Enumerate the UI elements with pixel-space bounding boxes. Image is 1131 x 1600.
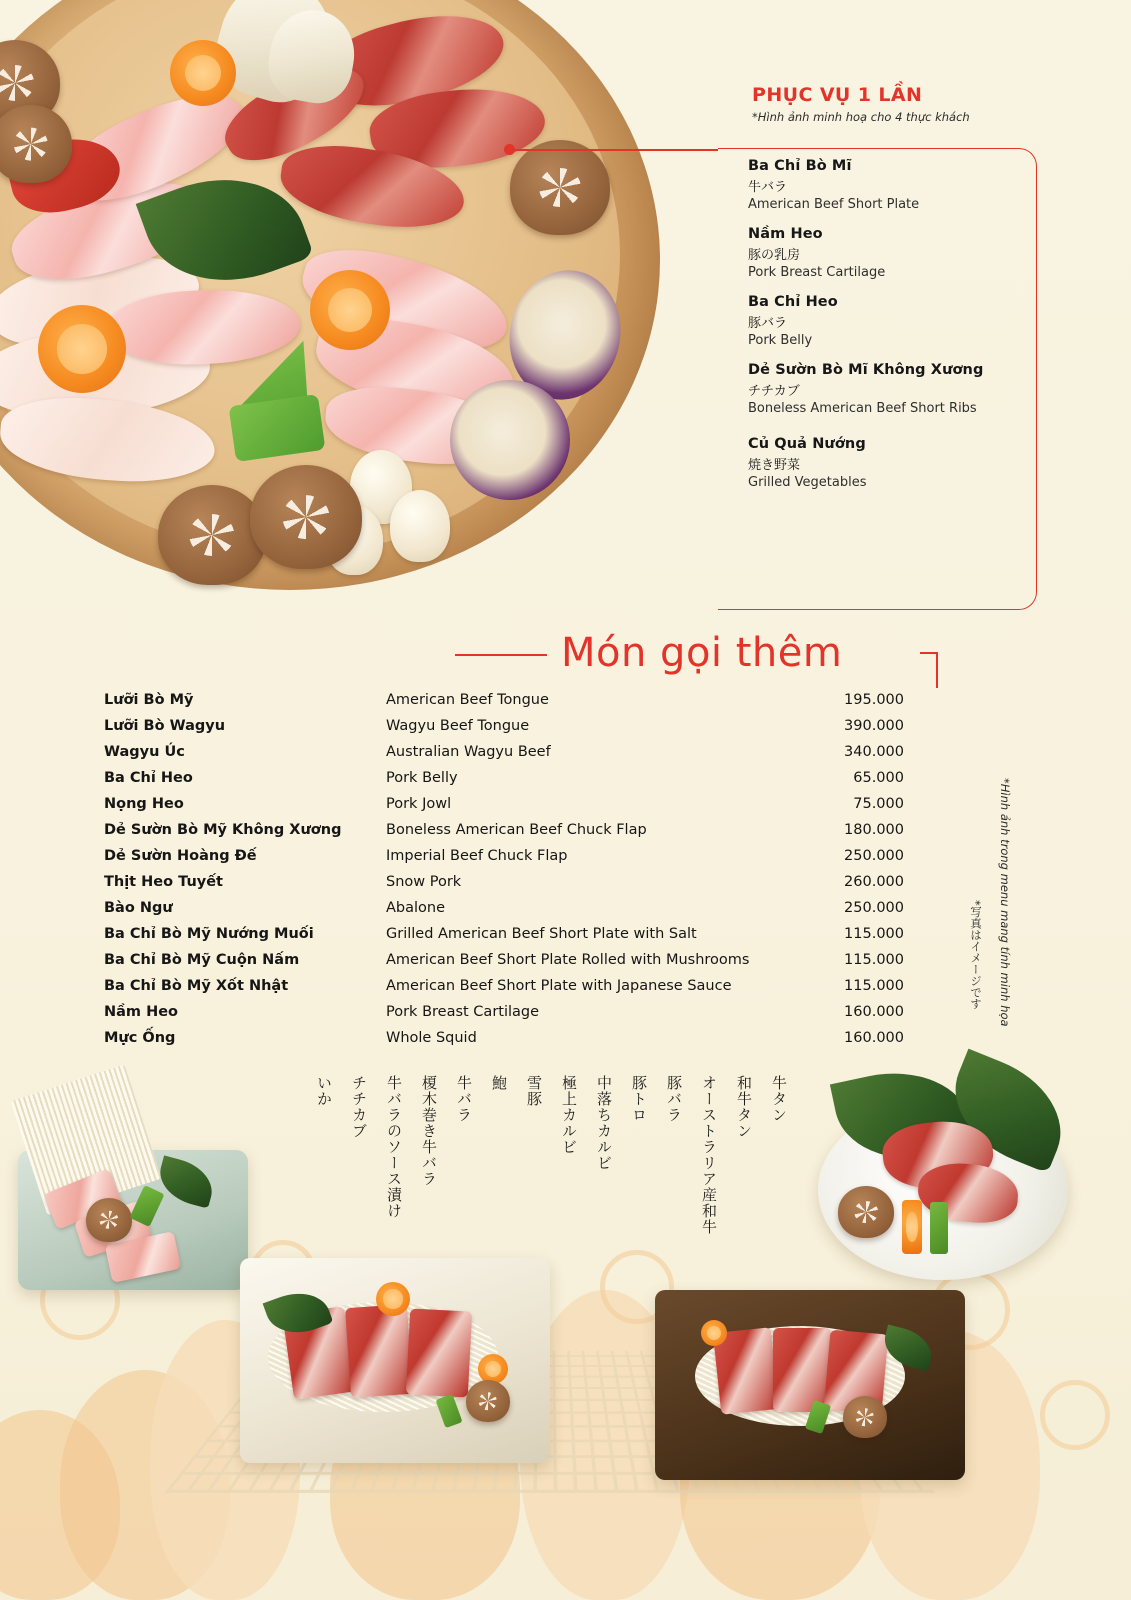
item-name-en: Pork Belly: [748, 333, 813, 348]
item-name-ja: 牛バラ: [748, 180, 788, 195]
dish-price: 340.000: [844, 744, 904, 760]
dish-name-vi: Ba Chỉ Heo: [104, 770, 193, 786]
shiitake-mushroom: [466, 1380, 510, 1422]
item-name-ja: 豚の乳房: [748, 248, 801, 263]
table-row: [104, 848, 904, 874]
beef-slice: [406, 1308, 472, 1397]
dish-name-en: Grilled American Beef Short Plate with Salt: [386, 926, 697, 942]
section-heading: [455, 630, 955, 676]
table-row: [104, 874, 904, 900]
serve-item-list: [748, 158, 1034, 490]
dish-price: 160.000: [844, 1004, 904, 1020]
okra-stick: [930, 1202, 948, 1254]
list-item: [748, 436, 1034, 490]
serve-title: PHỤC VỤ 1 LẦN: [752, 84, 923, 106]
item-name-vi: Ba Chỉ Heo: [748, 294, 838, 310]
shiitake-mushroom: [250, 465, 362, 569]
dish-name-en: Abalone: [386, 900, 446, 916]
table-row: [104, 1004, 904, 1030]
table-row: [104, 978, 904, 1004]
table-row: [104, 692, 904, 718]
shiitake-mushroom: [86, 1198, 132, 1242]
page-title: Món gọi thêm: [561, 630, 843, 676]
dish-name-en: Pork Belly: [386, 770, 458, 786]
jp-column: 中落ちカルビ: [595, 1075, 613, 1171]
dish-name-vi: Ba Chỉ Bò Mỹ Xốt Nhật: [104, 978, 289, 994]
heading-corner-tick: [920, 652, 938, 688]
carrot-flower: [376, 1282, 410, 1316]
dish-price: 250.000: [844, 848, 904, 864]
table-row: [104, 1030, 904, 1056]
jp-column: 牛バラ: [455, 1075, 473, 1123]
cloud-swirl: [1040, 1380, 1110, 1450]
carrot-flower: [38, 305, 126, 393]
table-row: [104, 900, 904, 926]
beef-slice: [345, 1304, 413, 1398]
shiitake-mushroom: [843, 1396, 887, 1438]
dish-beef-on-noodles-dark: [655, 1290, 965, 1480]
dish-name-vi: Thịt Heo Tuyết: [104, 874, 223, 890]
dish-price: 115.000: [844, 926, 904, 942]
hero-food-photo: [0, 0, 690, 620]
shiitake-mushroom: [0, 105, 72, 183]
dish-name-en: Wagyu Beef Tongue: [386, 718, 530, 734]
dish-name-vi: Dẻ Sườn Hoàng Đế: [104, 848, 257, 864]
item-name-vi: Dẻ Sườn Bò Mĩ Không Xương: [748, 362, 984, 378]
item-name-en: Boneless American Beef Short Ribs: [748, 401, 977, 416]
jp-column: 榎木巻き牛バラ: [420, 1075, 438, 1187]
table-row: [104, 952, 904, 978]
dish-name-vi: Ba Chỉ Bò Mỹ Nướng Muối: [104, 926, 314, 942]
dish-name-vi: Ba Chỉ Bò Mỹ Cuộn Nấm: [104, 952, 300, 968]
dish-name-en: American Beef Short Plate Rolled with Mushrooms: [386, 952, 750, 968]
jp-column: いか: [315, 1075, 333, 1107]
dish-name-en: Whole Squid: [386, 1030, 477, 1046]
side-note-ja: *写真はイメージです: [969, 900, 983, 1010]
item-name-vi: Nầm Heo: [748, 226, 823, 242]
jp-column: オーストラリア産和牛: [700, 1075, 718, 1235]
table-row: [104, 770, 904, 796]
dish-price: 260.000: [844, 874, 904, 890]
dish-price: 250.000: [844, 900, 904, 916]
jp-column: 牛バラのソース漬け: [385, 1075, 403, 1219]
carrot-flower: [701, 1320, 727, 1346]
dish-price: 65.000: [853, 770, 904, 786]
serve-note: *Hình ảnh minh hoạ cho 4 thực khách: [752, 110, 970, 124]
dish-name-vi: Wagyu Úc: [104, 744, 185, 760]
heading-rule: [455, 654, 547, 656]
jp-column: 和牛タン: [735, 1075, 753, 1139]
table-row: [104, 744, 904, 770]
table-row: [104, 796, 904, 822]
jp-column: 豚バラ: [665, 1075, 683, 1123]
table-row: [104, 718, 904, 744]
dish-name-vi: Nầm Heo: [104, 1004, 179, 1020]
beef-slice: [773, 1328, 831, 1412]
dish-name-en: Boneless American Beef Chuck Flap: [386, 822, 647, 838]
one-time-serving-block: [718, 84, 1048, 504]
shiitake-mushroom: [510, 140, 610, 235]
dish-price: 75.000: [853, 796, 904, 812]
jp-column: チチカブ: [350, 1075, 368, 1139]
dish-name-en: Pork Jowl: [386, 796, 452, 812]
item-name-ja: 豚バラ: [748, 316, 788, 331]
carrot-stick: [902, 1200, 922, 1254]
list-item: [748, 158, 1034, 212]
jp-column: 豚トロ: [630, 1075, 648, 1123]
dish-name-vi: Lưỡi Bò Wagyu: [104, 718, 226, 734]
dish-name-vi: Nọng Heo: [104, 796, 184, 812]
dish-name-vi: Bào Ngư: [104, 900, 173, 916]
dish-name-vi: Lưỡi Bò Mỹ: [104, 692, 194, 708]
dish-price: 180.000: [844, 822, 904, 838]
list-item: [748, 226, 1034, 280]
dish-price: 115.000: [844, 952, 904, 968]
list-item: [748, 362, 1034, 416]
dish-beef-on-noodles-white: [240, 1258, 550, 1463]
dish-price: 115.000: [844, 978, 904, 994]
dish-name-en: American Beef Short Plate with Japanese Sauce: [386, 978, 732, 994]
item-name-en: Pork Breast Cartilage: [748, 265, 886, 280]
table-row: [104, 926, 904, 952]
dish-name-en: Australian Wagyu Beef: [386, 744, 551, 760]
dish-price: 160.000: [844, 1030, 904, 1046]
item-name-vi: Ba Chỉ Bò Mĩ: [748, 158, 852, 174]
dish-wagyu-round-plate: [798, 1060, 1088, 1290]
shiitake-mushroom: [158, 485, 266, 585]
item-name-vi: Củ Quả Nướng: [748, 436, 866, 452]
item-name-ja: チチカブ: [748, 384, 800, 399]
dish-price: 195.000: [844, 692, 904, 708]
list-item: [748, 294, 1034, 348]
dish-name-en: Pork Breast Cartilage: [386, 1004, 540, 1020]
carrot-flower: [170, 40, 236, 106]
dish-name-vi: Dẻ Sườn Bò Mỹ Không Xương: [104, 822, 342, 838]
dish-price: 390.000: [844, 718, 904, 734]
dish-name-en: American Beef Tongue: [386, 692, 549, 708]
menu-price-list: [104, 692, 904, 1056]
jp-column: 牛タン: [770, 1075, 788, 1123]
shiitake-mushroom: [838, 1186, 894, 1238]
side-note-vi: *Hình ảnh trong menu mang tính minh họa: [998, 778, 1012, 1027]
jp-column: 鮑: [490, 1075, 508, 1091]
item-name-en: American Beef Short Plate: [748, 197, 920, 212]
item-name-en: Grilled Vegetables: [748, 475, 867, 490]
item-name-ja: 焼き野菜: [748, 458, 801, 473]
carrot-flower: [310, 270, 390, 350]
jp-column: 極上カルビ: [560, 1075, 578, 1155]
dish-name-en: Imperial Beef Chuck Flap: [386, 848, 568, 864]
dish-enoki-beef-rolls: [8, 1070, 258, 1300]
dish-name-vi: Mực Ống: [104, 1030, 176, 1046]
table-row: [104, 822, 904, 848]
garlic-clove: [390, 490, 450, 562]
dish-name-en: Snow Pork: [386, 874, 462, 890]
jp-column: 雪豚: [525, 1075, 543, 1107]
